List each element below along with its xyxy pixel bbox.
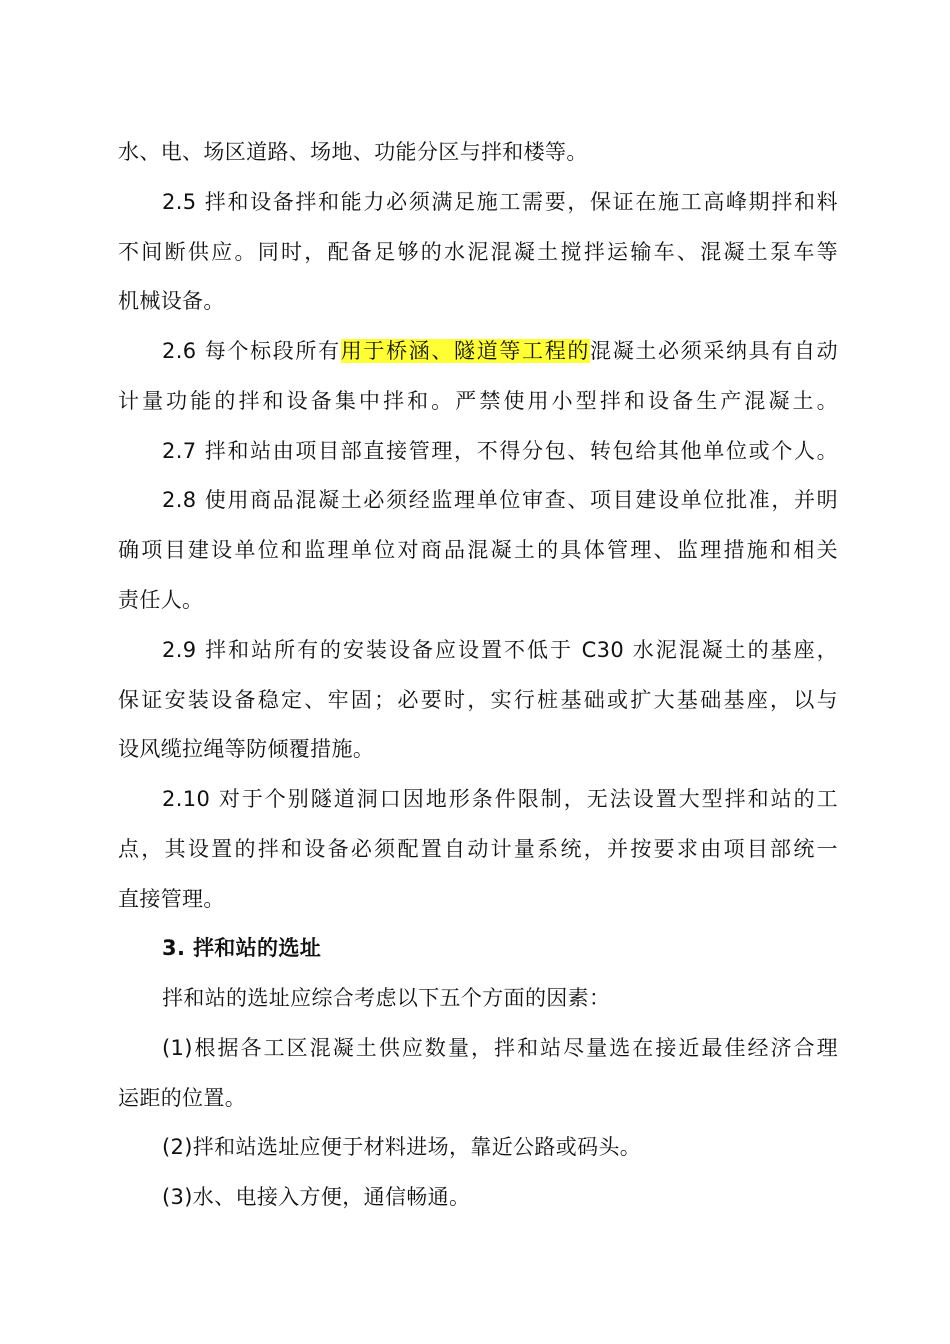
text-line: 确项目建设单位和监理单位对商品混凝土的具体管理、监理措施和相关 xyxy=(118,538,838,562)
text-line: 机械设备。 xyxy=(118,289,225,313)
list-item-1-line: (1)根据各工区混凝土供应数量，拌和站尽量选在接近最佳经济合理 xyxy=(162,1036,838,1060)
paragraph-2-6-line xyxy=(162,336,838,366)
paragraph-2-9-line: 2.9 拌和站所有的安装设备应设置不低于 C30 水泥混凝土的基座， xyxy=(162,638,838,662)
text-line: 设风缆拉绳等防倾覆措施。 xyxy=(118,737,375,761)
text-line: 水、电、场区道路、场地、功能分区与拌和楼等。 xyxy=(118,140,588,164)
paragraph-intro-line: 拌和站的选址应综合考虑以下五个方面的因素： xyxy=(162,986,611,1010)
text-line: 不间断供应。同时，配备足够的水泥混凝土搅拌运输车、混凝土泵车等 xyxy=(118,240,838,264)
text-span: 混凝土必须采纳具有自动 xyxy=(590,339,838,363)
text-line: 保证安装设备稳定、牢固；必要时，实行桩基础或扩大基础基座，以与 xyxy=(118,688,838,712)
list-item-3-line: (3)水、电接入方便，通信畅通。 xyxy=(162,1185,471,1209)
highlighted-text: 用于桥涵、隧道等工程的 xyxy=(340,339,591,363)
text-span: 2.6 每个标段所有 xyxy=(162,339,341,363)
text-line: 运距的位置。 xyxy=(118,1086,247,1110)
paragraph-2-7-line: 2.7 拌和站由项目部直接管理，不得分包、转包给其他单位或个人。 xyxy=(162,439,838,463)
text-line: 点，其设置的拌和设备必须配置自动计量系统，并按要求由项目部统一 xyxy=(118,837,838,861)
paragraph-2-10-line: 2.10 对于个别隧道洞口因地形条件限制，无法设置大型拌和站的工 xyxy=(162,787,838,811)
text-line: 计量功能的拌和设备集中拌和。严禁使用小型拌和设备生产混凝土。 xyxy=(118,389,838,413)
list-item-2-line: (2)拌和站选址应便于材料进场，靠近公路或码头。 xyxy=(162,1135,642,1159)
section-heading: 3. 拌和站的选址 xyxy=(162,936,322,960)
text-line: 直接管理。 xyxy=(118,887,225,911)
paragraph-2-8-line: 2.8 使用商品混凝土必须经监理单位审查、项目建设单位批准，并明 xyxy=(162,488,838,512)
paragraph-2-5-line: 2.5 拌和设备拌和能力必须满足施工需要，保证在施工高峰期拌和料 xyxy=(162,190,838,214)
text-line: 责任人。 xyxy=(118,588,204,612)
